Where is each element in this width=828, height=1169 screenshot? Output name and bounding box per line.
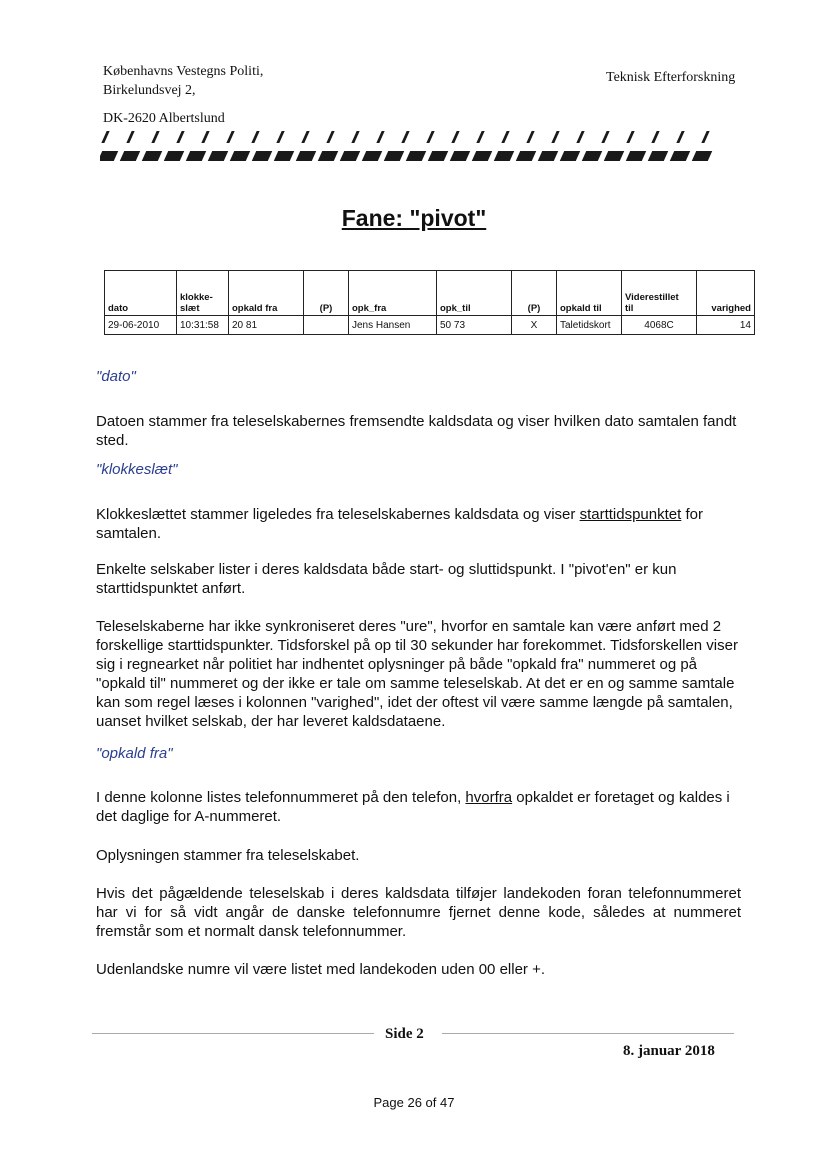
text: Teleselskaberne har ikke synkroniseret deres "ure", hvorfor en samtale kan være anført med 2 forskellige starttidspunkter. Tidsforskel på op til 30 sekunder har forekommet. bbox=[96, 618, 722, 654]
table-cell: X bbox=[512, 316, 557, 335]
stripe-mark bbox=[676, 131, 684, 143]
org-name: Københavns Vestegns Politi, bbox=[103, 64, 264, 79]
text: Klokkeslættet stammer ligeledes fra teleselskabernes kaldsdata og viser bbox=[96, 506, 580, 523]
stripe-mark bbox=[626, 131, 634, 143]
table-cell bbox=[304, 316, 349, 335]
stripe-mark bbox=[451, 131, 459, 143]
stripe-mark bbox=[326, 131, 334, 143]
stripe-block bbox=[208, 151, 228, 161]
pivot-table bbox=[104, 270, 755, 335]
paragraph: Datoen stammer fra teleselskabernes fremsendte kaldsdata og viser hvilken dato samtalen fandt sted. bbox=[96, 413, 737, 449]
stripe-block bbox=[582, 151, 602, 161]
stripe-block bbox=[100, 151, 118, 161]
table-row bbox=[105, 316, 755, 335]
stripe-mark bbox=[551, 131, 559, 143]
column-header: (P) bbox=[512, 271, 557, 316]
table-cell: 50 73 bbox=[437, 316, 512, 335]
stripe-block bbox=[538, 151, 558, 161]
text: Tidsforskellen viser sig i regnearket når politiet har indhentet oplysninger på både "opkald fra" nummeret og på "opkald til" nummeret og der ikke er tale om samme teleselskab. bbox=[96, 637, 738, 692]
stripe-mark bbox=[701, 131, 709, 143]
stripe-mark bbox=[176, 131, 184, 143]
stripe-block bbox=[120, 151, 140, 161]
footer-date: 8. januar 2018 bbox=[623, 1043, 715, 1059]
table-cell: Jens Hansen bbox=[349, 316, 437, 335]
column-header: opkald fra bbox=[229, 271, 304, 316]
stripe-block bbox=[604, 151, 624, 161]
text: At det er en og samme samtale kan som regel læses i kolonnen "varighed", idet der oftest vil være samme længde på samtalen, uanset hvilket selskab, der har leveret kaldsdataene. bbox=[96, 675, 735, 730]
department-name: Teknisk Efterforskning bbox=[606, 70, 736, 85]
stripe-block bbox=[362, 151, 382, 161]
underlined-text: hvorfra bbox=[465, 789, 513, 806]
stripe-block bbox=[428, 151, 448, 161]
stripe-block bbox=[340, 151, 360, 161]
text: opkaldet er foretaget og kaldes i det daglige for A-nummeret. bbox=[96, 789, 730, 825]
org-street: Birkelundsvej 2, bbox=[103, 83, 196, 98]
paragraph bbox=[96, 788, 741, 826]
table-cell: Taletidskort bbox=[557, 316, 622, 335]
stripe-mark bbox=[201, 131, 209, 143]
column-header: klokke- slæt bbox=[177, 271, 229, 316]
footer-rule-right bbox=[442, 1033, 734, 1034]
stripe-mark bbox=[601, 131, 609, 143]
stripe-block bbox=[274, 151, 294, 161]
column-header: opk_fra bbox=[349, 271, 437, 316]
stripe-mark bbox=[376, 131, 384, 143]
paragraph: Udenlandske numre vil være listet med landekoden uden 00 eller +. bbox=[96, 961, 546, 978]
page-title: Fane: "pivot" bbox=[341, 205, 487, 231]
section-heading-dato: "dato" bbox=[96, 368, 136, 385]
stripe-block bbox=[692, 151, 712, 161]
stripe-mark bbox=[151, 131, 159, 143]
stripe-block bbox=[142, 151, 162, 161]
underlined-text: starttidspunktet bbox=[579, 506, 682, 523]
text: for samtalen. bbox=[96, 506, 703, 542]
text: I denne kolonne listes telefonnummeret på den telefon, bbox=[96, 789, 466, 806]
paragraph bbox=[96, 617, 741, 731]
table-cell: 10:31:58 bbox=[177, 316, 229, 335]
stripe-block bbox=[186, 151, 206, 161]
stripe-block bbox=[626, 151, 646, 161]
paragraph: Oplysningen stammer fra teleselskabet. bbox=[96, 847, 360, 864]
column-header: opkald til bbox=[557, 271, 622, 316]
stripe-block bbox=[384, 151, 404, 161]
stripe-mark bbox=[426, 131, 434, 143]
column-header: varighed bbox=[697, 271, 755, 316]
stripe-block bbox=[318, 151, 338, 161]
stripe-mark bbox=[101, 131, 109, 143]
stripe-block bbox=[516, 151, 536, 161]
stripe-block bbox=[648, 151, 668, 161]
section-heading-opkald-fra: "opkald fra" bbox=[96, 745, 173, 762]
header-stripe-bottom bbox=[100, 148, 740, 164]
header-stripe-top bbox=[100, 130, 740, 146]
paragraph: Enkelte selskaber lister i deres kaldsdata både start- og sluttidspunkt. I "pivot'en" er kun starttidspunktet anført. bbox=[96, 561, 677, 597]
stripe-block bbox=[472, 151, 492, 161]
section-heading-klokkeslaet: "klokkeslæt" bbox=[96, 461, 178, 478]
stripe-mark bbox=[351, 131, 359, 143]
stripe-block bbox=[252, 151, 272, 161]
table-cell: 20 81 bbox=[229, 316, 304, 335]
stripe-mark bbox=[651, 131, 659, 143]
stripe-mark bbox=[301, 131, 309, 143]
stripe-block bbox=[406, 151, 426, 161]
stripe-block bbox=[450, 151, 470, 161]
table-cell: 29-06-2010 bbox=[105, 316, 177, 335]
table-cell: 14 bbox=[697, 316, 755, 335]
header-address bbox=[103, 62, 263, 100]
stripe-block bbox=[670, 151, 690, 161]
stripe-block bbox=[296, 151, 316, 161]
page-number: Page 26 of 47 bbox=[373, 1095, 455, 1110]
stripe-mark bbox=[126, 131, 134, 143]
paragraph bbox=[96, 505, 741, 543]
stripe-mark bbox=[476, 131, 484, 143]
column-header: dato bbox=[105, 271, 177, 316]
stripe-block bbox=[230, 151, 250, 161]
stripe-mark bbox=[276, 131, 284, 143]
paragraph: Hvis det pågældende teleselskab i deres kaldsdata tilføjer landekoden foran telefonnummeret har vi for så vidt angår de danske telefonnumre fjernet denne kode, således at nummeret fremstår som et normalt dansk telefonnummer. bbox=[96, 885, 741, 940]
stripe-block bbox=[164, 151, 184, 161]
column-header: opk_til bbox=[437, 271, 512, 316]
table-header-row bbox=[105, 271, 755, 316]
stripe-mark bbox=[501, 131, 509, 143]
stripe-mark bbox=[226, 131, 234, 143]
stripe-block bbox=[560, 151, 580, 161]
stripe-mark bbox=[576, 131, 584, 143]
column-header: Viderestillet til bbox=[622, 271, 697, 316]
org-city: DK-2620 Albertslund bbox=[103, 111, 225, 126]
footer-page-label: Side 2 bbox=[385, 1026, 424, 1042]
table-cell: 4068C bbox=[622, 316, 697, 335]
stripe-mark bbox=[526, 131, 534, 143]
stripe-block bbox=[494, 151, 514, 161]
stripe-mark bbox=[251, 131, 259, 143]
footer-rule-left bbox=[92, 1033, 374, 1034]
stripe-mark bbox=[401, 131, 409, 143]
column-header: (P) bbox=[304, 271, 349, 316]
